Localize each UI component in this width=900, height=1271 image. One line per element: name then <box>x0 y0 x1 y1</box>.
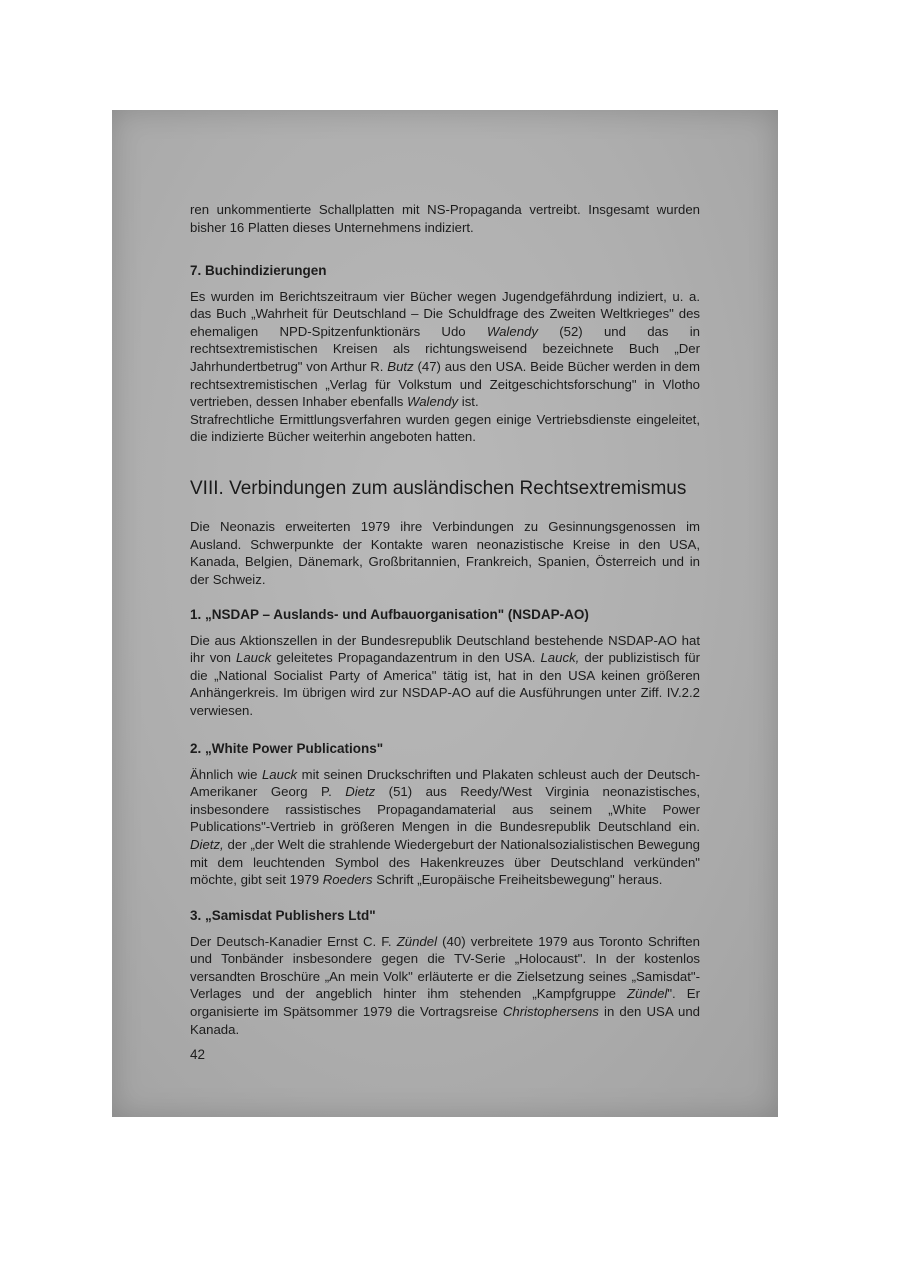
subsection-2 <box>190 740 700 889</box>
subsection-1-paragraph <box>190 632 700 720</box>
subsection-2-paragraph <box>190 766 700 889</box>
name-italic: Zündel <box>627 986 668 1002</box>
text-run: (51) aus Reedy/West Virginia neonazistisches, insbesondere rassistisches Propagandamaterial aus seinem „White Power Publications"-Vertrieb in größeren Mengen in die Bundesrepublik Deutschland ein. <box>190 784 701 835</box>
subsection-3-paragraph <box>190 933 700 1039</box>
subsection-2-heading: 2. „White Power Publications" <box>190 741 384 756</box>
intro-text: ren unkommentierte Schallplatten mit NS-Propaganda vertreibt. Insgesamt wurden bisher 16 Platten dieses Unternehmens indiziert. <box>190 202 700 235</box>
name-italic: Walendy <box>407 394 459 410</box>
subsection-1 <box>190 606 700 720</box>
text-run: Schrift „Europäische Freiheitsbewegung" heraus. <box>372 872 663 888</box>
name-italic: Walendy <box>486 323 538 339</box>
text-run: ". Er organisierte im Spätsommer 1979 die Vortragsreise <box>190 986 700 1019</box>
text-run: der publizistisch für die „National Socialist Party of America" tätig ist, hat in den USA keinen größeren Anhängerkreis. Im übrigen wird zur NSDAP-AO auf die Ausführungen unter Ziff. IV.2.2 verwiesen. <box>190 650 700 718</box>
chapter-intro-text: Die Neonazis erweiterten 1979 ihre Verbindungen zu Gesinnungsgenossen im Ausland. Schwerpunkte der Kontakte waren neonazistische Kreise in den USA, Kanada, Belgien, Dänemark, Großbritannien, Frankreich, Spanien, Österreich und in der Schweiz. <box>190 519 700 587</box>
section-7 <box>190 262 700 446</box>
text-run: in den USA und Kanada. <box>190 1003 700 1037</box>
subsection-3 <box>190 907 700 1038</box>
name-italic: Zündel <box>396 933 438 949</box>
text-run: Der Deutsch-Kanadier Ernst C. F. <box>190 933 397 949</box>
text-run: der „der Welt die strahlende Wiedergeburt der Nationalsozialistischen Bewegung mit dem leuchtenden Symbol des Hakenkreuzes über Deutschland verkünden" möchte, gibt seit 1979 <box>190 836 700 888</box>
chapter-intro <box>190 518 700 588</box>
section-7-paragraph-1 <box>190 288 700 411</box>
section-7-paragraph-2: Strafrechtliche Ermittlungsverfahren wurden gegen einige Vertriebsdienste eingeleitet, die indizierte Bücher weiterhin angeboten hatten. <box>190 411 700 445</box>
text-run: Die aus Aktionszellen in der Bundesrepublik Deutschland bestehende NSDAP-AO hat ihr von <box>190 632 700 666</box>
text-run: geleitetes Propagandazentrum in den USA. <box>271 650 541 666</box>
page-number: 42 <box>190 1047 206 1062</box>
scanned-page <box>112 110 778 1117</box>
subsection-3-heading: 3. „Samisdat Publishers Ltd" <box>190 908 376 923</box>
text-run: Es wurden im Berichtszeitraum vier Bücher wegen Jugendgefährdung indiziert, u. a. das Buch „Wahrheit für Deutschland – Die Schuldfrage des Zweiten Weltkrieges" des ehemaligen NPD-Spitzenfunktionärs Udo <box>190 288 700 339</box>
name-italic: Butz <box>387 358 414 374</box>
text-run: (52) und das in rechtsextremistischen Kreisen als richtungsweisend bezeichnete Buch „Der Jahrhundertbetrug" von Arthur R. <box>190 323 700 374</box>
text-run: Ähnlich wie <box>190 766 262 782</box>
text-run: ist. <box>458 394 479 410</box>
name-italic: Dietz, <box>190 836 224 852</box>
name-italic: Lauck <box>261 766 298 782</box>
section-7-heading: 7. Buchindizierungen <box>190 263 327 278</box>
text-run: mit seinen Druckschriften und Plakaten schleust auch der Deutsch-Amerikaner Georg P. <box>190 766 700 800</box>
name-italic: Christophersens <box>502 1003 599 1019</box>
name-italic: Lauck <box>236 650 272 666</box>
text-run: (47) aus den USA. Beide Bücher werden in dem rechtsextremistischen „Verlag für Volkstum und Zeitgeschichtsforschung" in Vlotho vertrieben, dessen Inhaber ebenfalls <box>190 358 701 410</box>
name-italic: Dietz <box>345 784 376 800</box>
intro-paragraph <box>190 201 700 236</box>
chapter-title: VIII. Verbindungen zum ausländischen Rechtsextremismus <box>190 478 687 499</box>
text-run: (40) verbreitete 1979 aus Toronto Schriften und Tonbänder insbesondere gegen die TV-Serie „Holocaust". In der kostenlos versandten Broschüre „An mein Volk" erläuterte er die Zielsetzung seines „Samisdat"-Verlages und der angeblich hinter ihm stehenden „Kampfgruppe <box>190 933 700 1002</box>
subsection-1-heading: 1. „NSDAP – Auslands- und Aufbauorganisation" (NSDAP-AO) <box>190 607 589 622</box>
name-italic: Roeders <box>322 872 373 888</box>
name-italic: Lauck, <box>540 650 580 666</box>
